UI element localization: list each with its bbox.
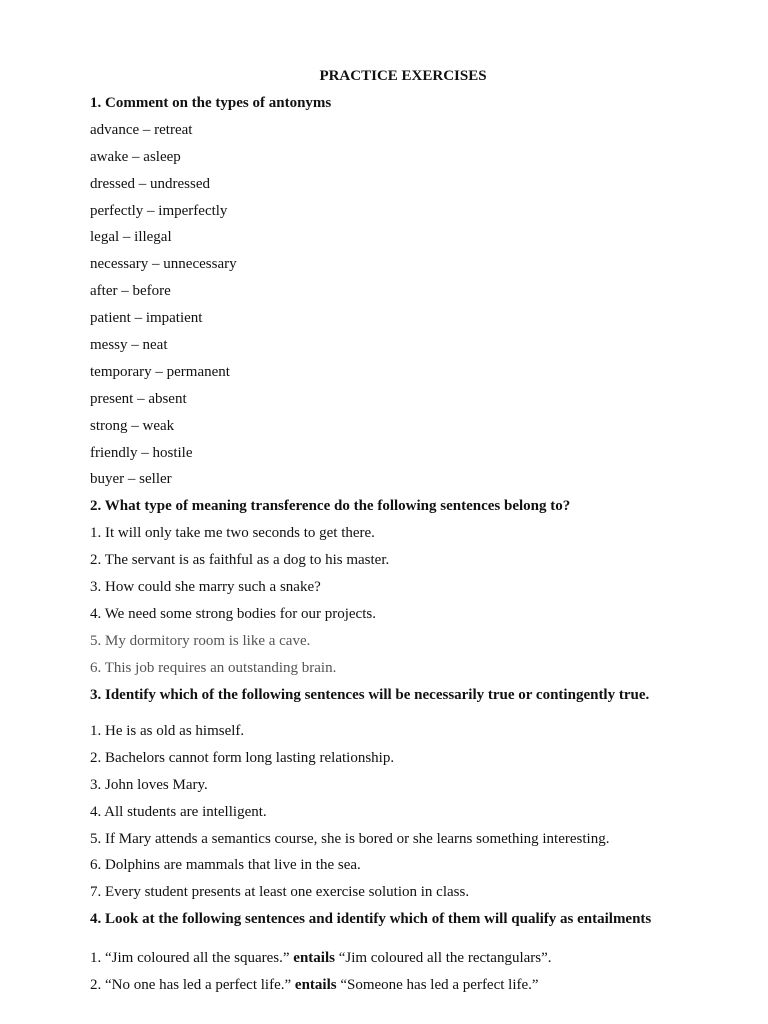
list-item: 7. Every student presents at least one exercise solution in class. <box>90 884 470 901</box>
list-item: legal – illegal <box>90 229 172 246</box>
list-item: perfectly – imperfectly <box>90 202 228 219</box>
section-truth <box>90 718 750 933</box>
list-item: 4. All students are intelligent. <box>90 803 267 820</box>
list-item: advance – retreat <box>90 121 193 138</box>
list-item: present – absent <box>90 390 187 407</box>
list-item: friendly – hostile <box>90 444 193 461</box>
list-item: dressed – undressed <box>90 175 210 192</box>
list-item: 6. Dolphins are mammals that live in the sea. <box>90 857 361 874</box>
list-item: 2. The servant is as faithful as a dog to his master. <box>90 552 390 569</box>
list-item: buyer – seller <box>90 471 172 488</box>
list-item <box>90 945 750 972</box>
entails-keyword: entails <box>293 950 335 966</box>
list-item: 3. How could she marry such a snake? <box>90 579 321 596</box>
section-heading: 4. Look at the following sentences and identify which of them will qualify as entailments <box>90 911 652 928</box>
list-item: 5. My dormitory room is like a cave. <box>90 632 311 649</box>
list-item <box>90 972 750 999</box>
list-item: 2. Bachelors cannot form long lasting relationship. <box>90 749 395 766</box>
sentence-premise: 2. “No one has led a perfect life.” <box>90 976 295 993</box>
sentence-conclusion: “Jim coloured all the rectangulars”. <box>334 950 552 966</box>
list-item: messy – neat <box>90 337 168 354</box>
list-item: 1. He is as old as himself. <box>90 723 245 739</box>
list-item: 4. We need some strong bodies for our projects. <box>90 605 376 622</box>
entails-keyword: entails <box>294 976 337 993</box>
sentence-conclusion: “Someone has led a perfect life.” <box>336 976 539 993</box>
sentence-premise: 1. “Jim coloured all the squares.” <box>90 950 294 966</box>
list-item: awake – asleep <box>90 148 181 165</box>
section-antonyms <box>90 90 750 708</box>
list-item: patient – impatient <box>90 310 203 327</box>
list-item: strong – weak <box>90 417 175 434</box>
section-heading: 3. Identify which of the following sentences will be necessarily true or contingently true. <box>90 686 650 703</box>
list-item: 1. It will only take me two seconds to get there. <box>90 525 375 542</box>
section-heading: 2. What type of meaning transference do the following sentences belong to? <box>90 498 571 515</box>
list-item: necessary – unnecessary <box>90 256 237 273</box>
list-item: 3. John loves Mary. <box>90 776 208 793</box>
list-item: after – before <box>90 283 171 300</box>
section-entailments <box>90 945 750 999</box>
list-item: temporary – permanent <box>90 363 230 380</box>
section-heading: 1. Comment on the types of antonyms <box>90 95 332 111</box>
list-item: 5. If Mary attends a semantics course, she is bored or she learns something interesting. <box>90 830 610 847</box>
page-title: PRACTICE EXERCISES <box>319 68 487 84</box>
list-item: 6. This job requires an outstanding brain. <box>90 659 337 676</box>
